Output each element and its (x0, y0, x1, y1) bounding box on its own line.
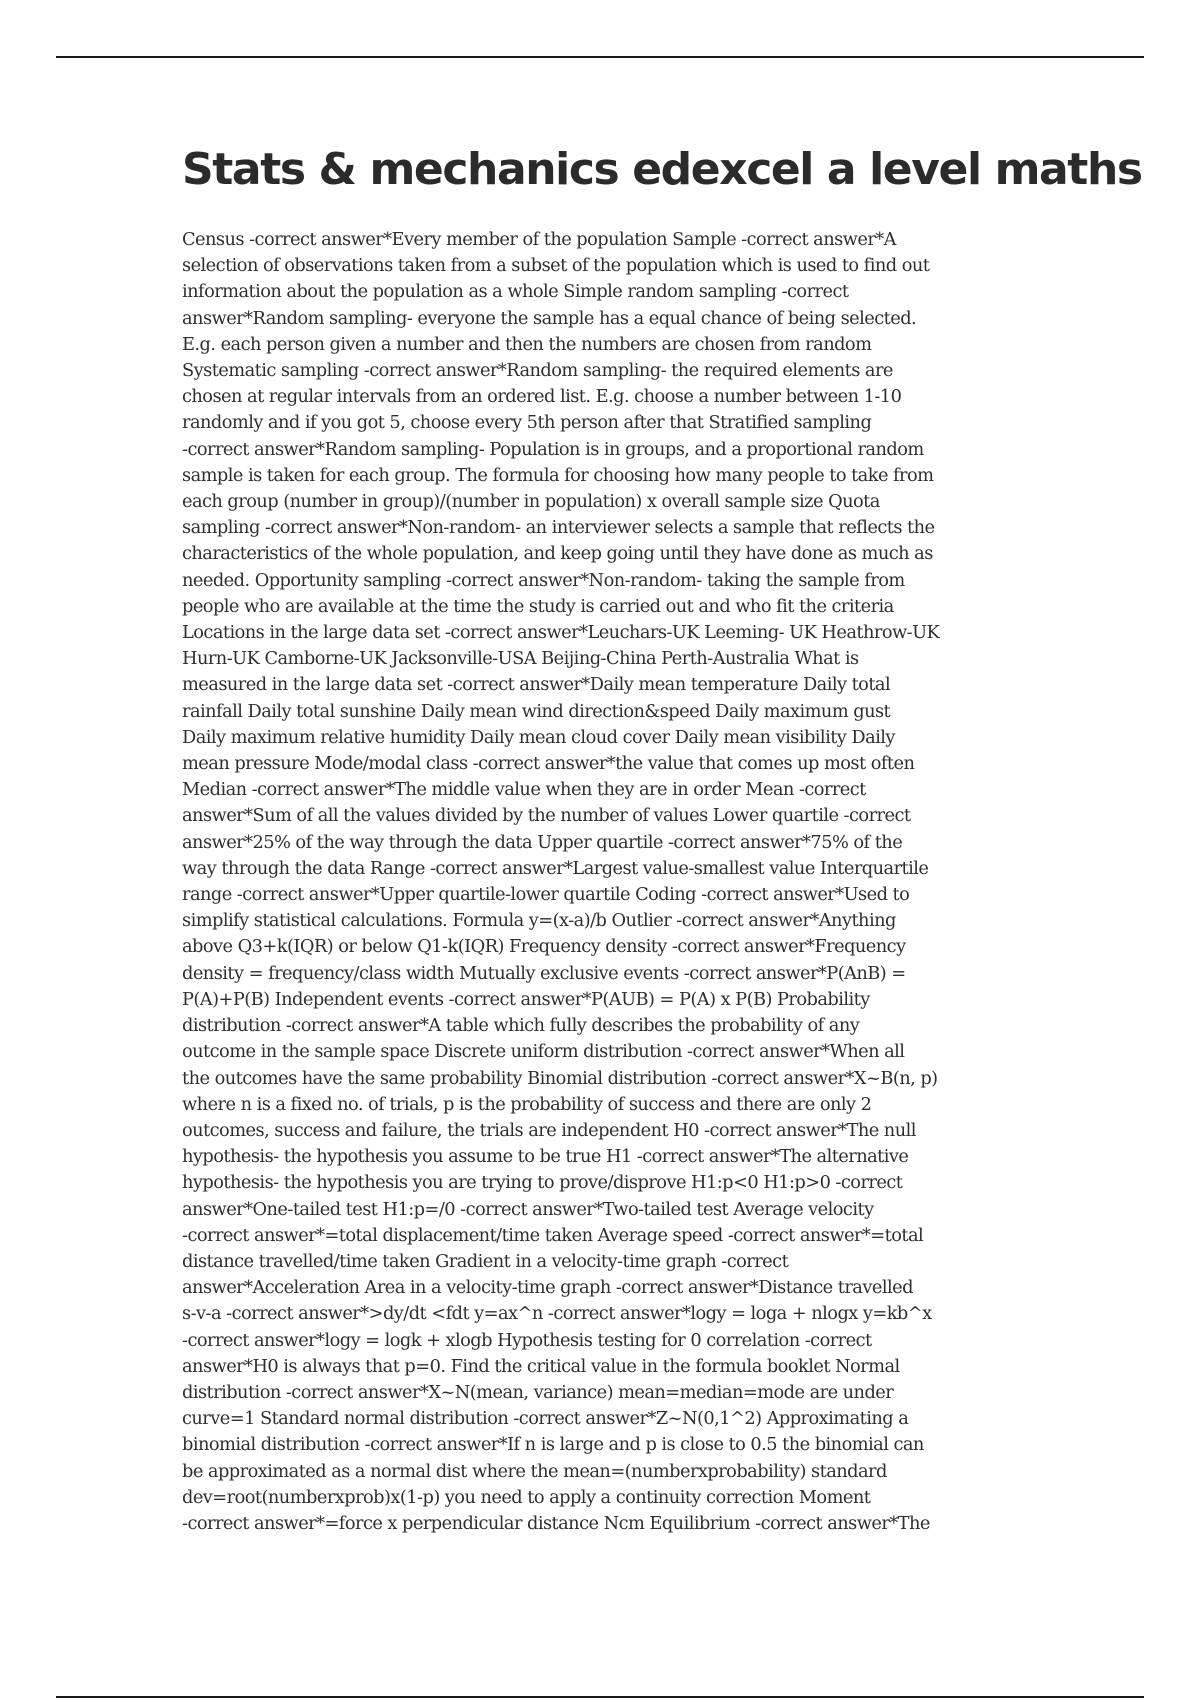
body-text-line: measured in the large data set -correct answer*Daily mean temperature Daily total (182, 674, 891, 696)
body-text-line: mean pressure Mode/modal class -correct answer*the value that comes up most often (182, 753, 915, 775)
body-text-line: simplify statistical calculations. Formula y=(x-a)/b Outlier -correct answer*Anything (182, 910, 896, 932)
body-text-line: Systematic sampling -correct answer*Random sampling- the required elements are (182, 360, 893, 382)
body-text-line: distance travelled/time taken Gradient in a velocity-time graph -correct (182, 1250, 789, 1272)
bottom-divider (56, 1696, 1144, 1698)
body-text-line: distribution -correct answer*X~N(mean, variance) mean=median=mode are under (182, 1381, 894, 1403)
body-text-line: answer*25% of the way through the data Upper quartile -correct answer*75% of the (182, 831, 903, 853)
body-text-line: outcome in the sample space Discrete uniform distribution -correct answer*When all (182, 1041, 905, 1063)
body-text-line: above Q3+k(IQR) or below Q1-k(IQR) Frequency density -correct answer*Frequency (182, 936, 906, 958)
body-text-line: distribution -correct answer*A table which fully describes the probability of any (182, 1015, 860, 1037)
body-text-line: answer*Acceleration Area in a velocity-time graph -correct answer*Distance travelled (182, 1277, 913, 1299)
body-text-line: Hurn-UK Camborne-UK Jacksonville-USA Beijing-China Perth-Australia What is (182, 648, 859, 670)
body-text-line: E.g. each person given a number and then the numbers are chosen from random (182, 333, 872, 355)
body-text-line: curve=1 Standard normal distribution -correct answer*Z~N(0,1^2) Approximating a (182, 1408, 909, 1430)
body-text-line: be approximated as a normal dist where the mean=(numberxprobability) standard (182, 1460, 887, 1482)
top-divider (56, 56, 1144, 58)
body-text-line: range -correct answer*Upper quartile-lower quartile Coding -correct answer*Used to (182, 884, 910, 906)
body-text-line: outcomes, success and failure, the trials are independent H0 -correct answer*The null (182, 1119, 916, 1141)
body-text-line: answer*One-tailed test H1:p=/0 -correct answer*Two-tailed test Average velocity (182, 1198, 874, 1220)
document-body (182, 227, 1042, 1537)
body-text-line: s-v-a -correct answer*>dy/dt <fdt y=ax^n -correct answer*logy = loga + nlogx y=kb^x (182, 1303, 932, 1325)
body-text-line: way through the data Range -correct answer*Largest value-smallest value Interquartile (182, 857, 929, 879)
body-text-line: answer*H0 is always that p=0. Find the critical value in the formula booklet Normal (182, 1355, 900, 1377)
body-text-line: answer*Sum of all the values divided by the number of values Lower quartile -correct (182, 805, 911, 827)
body-text-line: Census -correct answer*Every member of the population Sample -correct answer*A (182, 229, 896, 250)
body-text-line: rainfall Daily total sunshine Daily mean wind direction&speed Daily maximum gust (182, 700, 891, 722)
body-text-line: density = frequency/class width Mutually exclusive events -correct answer*P(AnB) = (182, 962, 906, 984)
body-text-line: -correct answer*logy = logk + xlogb Hypothesis testing for 0 correlation -correct (182, 1329, 872, 1351)
body-text-line: sample is taken for each group. The formula for choosing how many people to take from (182, 464, 934, 486)
body-text-line: randomly and if you got 5, choose every 5th person after that Stratified sampling (182, 412, 872, 434)
body-text-line: information about the population as a whole Simple random sampling -correct (182, 281, 849, 303)
body-text-line: selection of observations taken from a subset of the population which is used to find out (182, 255, 930, 277)
body-text-line: chosen at regular intervals from an ordered list. E.g. choose a number between 1-10 (182, 386, 902, 408)
body-text-line: characteristics of the whole population, and keep going until they have done as much as (182, 543, 933, 565)
body-text-line: -correct answer*=total displacement/time taken Average speed -correct answer*=total (182, 1224, 924, 1246)
body-text-line: Locations in the large data set -correct answer*Leuchars-UK Leeming- UK Heathrow-UK (182, 622, 940, 644)
body-text-line: -correct answer*=force x perpendicular distance Ncm Equilibrium -correct answer*The (182, 1512, 930, 1534)
body-text-line: needed. Opportunity sampling -correct answer*Non-random- taking the sample from (182, 569, 905, 591)
document-title: Stats & mechanics edexcel a level maths (182, 144, 1142, 195)
body-text-line: Daily maximum relative humidity Daily mean cloud cover Daily mean visibility Daily (182, 726, 895, 748)
body-text-line: people who are available at the time the study is carried out and who fit the criteria (182, 595, 894, 617)
body-text-line: -correct answer*Random sampling- Population is in groups, and a proportional random (182, 438, 924, 460)
body-text-line: the outcomes have the same probability Binomial distribution -correct answer*X~B(n, p) (182, 1067, 938, 1089)
body-text-line: Median -correct answer*The middle value when they are in order Mean -correct (182, 779, 866, 801)
body-text-line: answer*Random sampling- everyone the sample has a equal chance of being selected. (182, 307, 917, 329)
body-text-line: hypothesis- the hypothesis you are trying to prove/disprove H1:p<0 H1:p>0 -correct (182, 1172, 903, 1194)
body-text-line: P(A)+P(B) Independent events -correct answer*P(AUB) = P(A) x P(B) Probability (182, 988, 870, 1010)
body-text-line: hypothesis- the hypothesis you assume to be true H1 -correct answer*The alternative (182, 1146, 909, 1168)
body-text-line: sampling -correct answer*Non-random- an interviewer selects a sample that reflects the (182, 517, 935, 539)
body-text-line: each group (number in group)/(number in population) x overall sample size Quota (182, 491, 880, 513)
body-text-line: where n is a fixed no. of trials, p is the probability of success and there are only 2 (182, 1093, 872, 1115)
body-text-line: dev=root(numberxprob)x(1-p) you need to apply a continuity correction Moment (182, 1486, 871, 1508)
body-text-line: binomial distribution -correct answer*If n is large and p is close to 0.5 the binomial can (182, 1434, 924, 1456)
